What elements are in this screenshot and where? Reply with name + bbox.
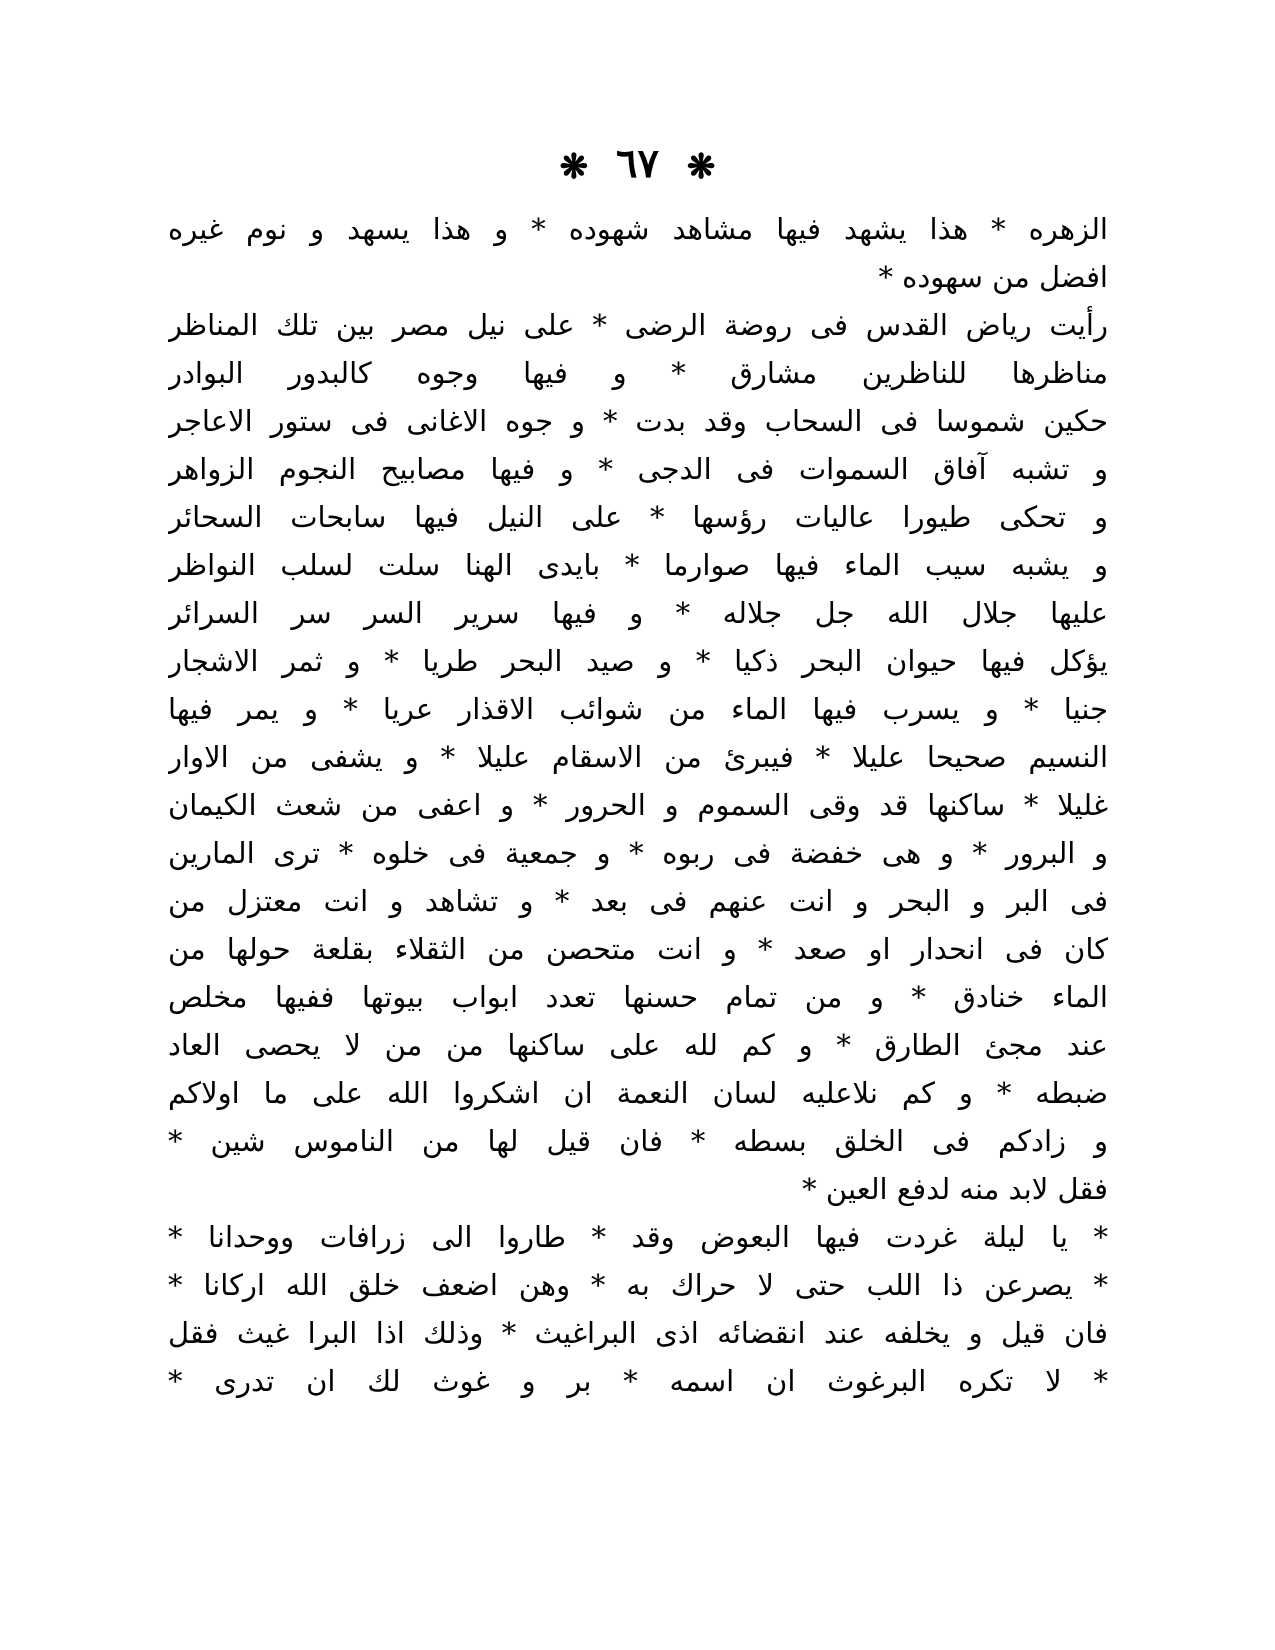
text-line: يؤكل فيها حيوان البحر ذكيا * و صيد البحر طريا * و ثمر الاشجار <box>168 644 1108 678</box>
text-line: كان فى انحدار او صعد * و انت متحصن من الثقلاء بقلعة حولها من <box>168 932 1108 966</box>
text-line: الزهره * هذا يشهد فيها مشاهد شهوده * و هذا يسهد و نوم غيره <box>168 212 1108 246</box>
flower-ornament-icon: ❋ <box>686 147 716 187</box>
text-line: حكين شموسا فى السحاب وقد بدت * و جوه الاغانى فى ستور الاعاجر <box>168 404 1108 438</box>
text-line: الماء خنادق * و من تمام حسنها تعدد ابواب بيوتها ففيها مخلص <box>168 980 1108 1014</box>
text-line: * لا تكره البرغوث ان اسمه * بر و غوث لك ان تدرى * <box>168 1364 1108 1398</box>
text-line: فى البر و البحر و انت عنهم فى بعد * و تشاهد و انت معتزل من <box>168 884 1108 918</box>
page-header <box>0 140 1275 191</box>
text-line: و زادكم فى الخلق بسطه * فان قيل لها من الناموس شين * <box>168 1124 1108 1158</box>
text-line: عند مجئ الطارق * و كم لله على ساكنها من من لا يحصى العاد <box>168 1028 1108 1062</box>
text-line: مناظرها للناظرين مشارق * و فيها وجوه كالبدور البوادر <box>168 356 1108 390</box>
text-line: * يصرعن ذا اللب حتى لا حراك به * وهن اضعف خلق الله اركانا * <box>168 1268 1108 1302</box>
text-line: فقل لابد منه لدفع العين * <box>802 1172 1108 1206</box>
text-line: جنيا * و يسرب فيها الماء من شوائب الاقذار عريا * و يمر فيها <box>168 692 1108 726</box>
text-line: رأيت رياض القدس فى روضة الرضى * على نيل مصر بين تلك المناظر <box>168 308 1108 342</box>
text-line: و تحكى طيورا عاليات رؤسها * على النيل فيها سابحات السحائر <box>168 500 1108 534</box>
body-text <box>168 205 1108 1405</box>
page-number: ٦٧ <box>616 140 659 187</box>
text-line: عليها جلال الله جل جلاله * و فيها سرير السر سر السرائر <box>168 596 1108 630</box>
text-line: افضل من سهوده * <box>878 260 1108 294</box>
text-line: و البرور * و هى خفضة فى ربوه * و جمعية فى خلوه * ترى المارين <box>168 836 1108 870</box>
text-line: ضبطه * و كم نلاعليه لسان النعمة ان اشكروا الله على ما اولاكم <box>168 1076 1108 1110</box>
flower-ornament-icon: ❋ <box>559 147 589 187</box>
text-line: النسيم صحيحا عليلا * فيبرئ من الاسقام عليلا * و يشفى من الاوار <box>168 740 1108 774</box>
text-line: و يشبه سيب الماء فيها صوارما * بايدى الهنا سلت لسلب النواظر <box>168 548 1108 582</box>
text-line: غليلا * ساكنها قد وقى السموم و الحرور * و اعفى من شعث الكيمان <box>168 788 1108 822</box>
text-line: فان قيل و يخلفه عند انقضائه اذى البراغيث * وذلك اذا البرا غيث فقل <box>168 1316 1108 1350</box>
text-line: * يا ليلة غردت فيها البعوض وقد * طاروا الى زرافات ووحدانا * <box>168 1220 1108 1254</box>
text-line: و تشبه آفاق السموات فى الدجى * و فيها مصابيح النجوم الزواهر <box>168 452 1108 486</box>
